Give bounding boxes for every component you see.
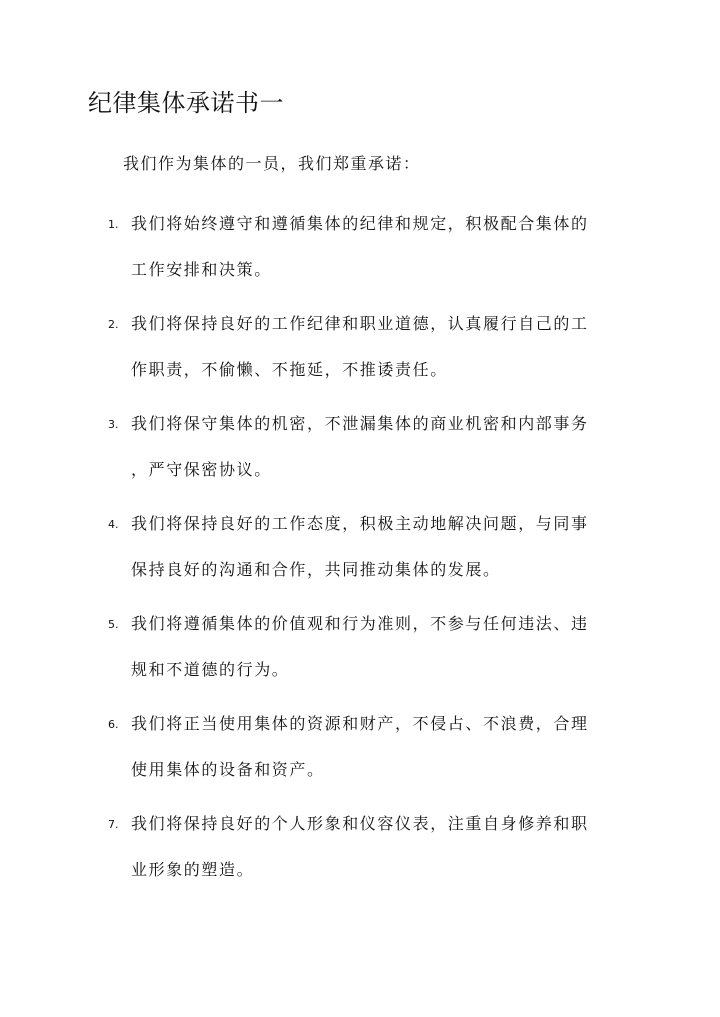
list-item bbox=[0, 508, 720, 608]
item-number: 5. bbox=[108, 618, 119, 631]
commitment-list bbox=[0, 208, 720, 908]
item-text-line: 我们将正当使用集体的资源和财产，不侵占、不浪费，合理 bbox=[131, 714, 589, 733]
item-number: 2. bbox=[108, 318, 119, 331]
item-text-line: 保持良好的沟通和合作，共同推动集体的发展。 bbox=[131, 560, 501, 579]
list-item bbox=[0, 408, 720, 508]
item-text-line: 我们将保持良好的工作纪律和职业道德，认真履行自己的工 bbox=[131, 314, 589, 333]
item-text-line: 我们将始终遵守和遵循集体的纪律和规定，积极配合集体的 bbox=[131, 214, 589, 233]
item-text-line: 规和不道德的行为。 bbox=[131, 660, 290, 679]
item-text-line: 工作安排和决策。 bbox=[131, 260, 272, 279]
item-text-line: 业形象的塑造。 bbox=[131, 860, 255, 879]
item-text-line: 我们将保守集体的机密，不泄漏集体的商业机密和内部事务 bbox=[131, 414, 589, 433]
document-title: 纪律集体承诺书一 bbox=[88, 89, 284, 117]
item-number: 7. bbox=[108, 818, 119, 831]
list-item bbox=[0, 308, 720, 408]
item-number: 4. bbox=[108, 518, 119, 531]
item-text-line: 使用集体的设备和资产。 bbox=[131, 760, 325, 779]
item-text-line: ，严守保密协议。 bbox=[131, 460, 272, 479]
list-item bbox=[0, 608, 720, 708]
list-item bbox=[0, 208, 720, 308]
item-number: 1. bbox=[108, 218, 119, 231]
intro-paragraph: 我们作为集体的一员，我们郑重承诺： bbox=[123, 154, 421, 173]
list-item bbox=[0, 708, 720, 808]
item-text-line: 我们将保持良好的个人形象和仪容仪表，注重自身修养和职 bbox=[131, 814, 589, 833]
item-text-line: 我们将保持良好的工作态度，积极主动地解决问题，与同事 bbox=[131, 514, 589, 533]
list-item bbox=[0, 808, 720, 908]
item-number: 3. bbox=[108, 418, 119, 431]
item-number: 6. bbox=[108, 718, 119, 731]
item-text-line: 我们将遵循集体的价值观和行为准则，不参与任何违法、违 bbox=[131, 614, 589, 633]
item-text-line: 作职责，不偷懒、不拖延，不推诿责任。 bbox=[131, 360, 448, 379]
